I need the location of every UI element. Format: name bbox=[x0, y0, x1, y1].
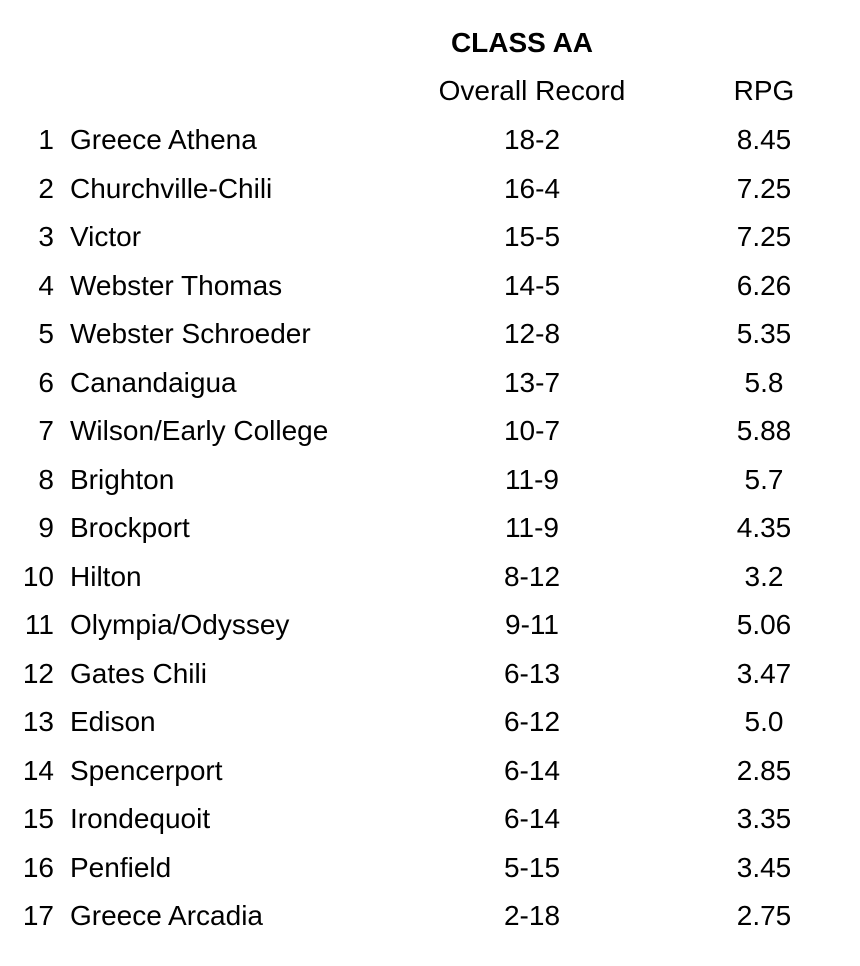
team-name-cell: Olympia/Odyssey bbox=[70, 609, 290, 640]
record-cell: 15-5 bbox=[503, 221, 561, 252]
table-row bbox=[0, 169, 860, 218]
record-cell: 10-7 bbox=[503, 415, 561, 446]
record-cell: 8-12 bbox=[503, 560, 561, 592]
rank-cell: 14 bbox=[22, 754, 54, 786]
team-name-cell: Greece Arcadia bbox=[70, 900, 263, 931]
rank-cell: 13 bbox=[22, 706, 54, 737]
record-cell: 11-9 bbox=[505, 463, 559, 495]
team-name-cell: Brighton bbox=[70, 463, 175, 495]
rank-cell: 4 bbox=[38, 269, 54, 301]
table-row bbox=[0, 605, 860, 654]
table-row bbox=[0, 363, 860, 412]
team-name-cell: Brockport bbox=[70, 512, 190, 543]
rank-cell: 17 bbox=[22, 900, 54, 931]
rpg-cell: 7.25 bbox=[736, 172, 792, 204]
rank-cell: 8 bbox=[38, 463, 54, 495]
team-name-cell: Greece Athena bbox=[70, 124, 257, 155]
header-rpg: RPG bbox=[733, 75, 795, 106]
record-cell: 14-5 bbox=[503, 269, 561, 301]
rank-cell: 9 bbox=[38, 512, 54, 543]
rank-cell: 3 bbox=[38, 221, 54, 252]
rpg-cell: 5.0 bbox=[744, 706, 784, 737]
rpg-cell: 2.75 bbox=[736, 900, 792, 931]
rpg-cell: 5.8 bbox=[744, 366, 784, 398]
table-row bbox=[0, 654, 860, 703]
rpg-cell: 5.35 bbox=[736, 318, 792, 349]
record-cell: 18-2 bbox=[503, 124, 561, 155]
rank-cell: 7 bbox=[38, 415, 54, 446]
table-row bbox=[0, 751, 860, 800]
team-name-cell: Hilton bbox=[70, 560, 142, 592]
rpg-cell: 4.35 bbox=[736, 512, 792, 543]
rpg-cell: 3.45 bbox=[736, 851, 792, 883]
rank-cell: 5 bbox=[38, 318, 54, 349]
team-name-cell: Canandaigua bbox=[70, 366, 237, 398]
table-row bbox=[0, 411, 860, 460]
rank-cell: 15 bbox=[22, 803, 54, 834]
rank-cell: 1 bbox=[38, 124, 54, 155]
record-cell: 6-14 bbox=[503, 754, 561, 786]
rank-cell: 2 bbox=[38, 172, 54, 204]
table-row bbox=[0, 848, 860, 897]
team-name-cell: Edison bbox=[70, 706, 156, 737]
record-cell: 6-13 bbox=[503, 657, 561, 689]
header-overall-record: Overall Record bbox=[438, 75, 626, 106]
record-cell: 6-12 bbox=[503, 706, 561, 737]
rpg-cell: 6.26 bbox=[736, 269, 792, 301]
rpg-cell: 3.35 bbox=[736, 803, 792, 834]
table-row bbox=[0, 702, 860, 751]
record-cell: 9-11 bbox=[505, 609, 559, 640]
record-cell: 16-4 bbox=[503, 172, 561, 204]
table-row bbox=[0, 460, 860, 509]
record-cell: 2-18 bbox=[503, 900, 561, 931]
table-row bbox=[0, 508, 860, 557]
record-cell: 6-14 bbox=[503, 803, 561, 834]
team-name-cell: Irondequoit bbox=[70, 803, 211, 834]
team-name-cell: Victor bbox=[70, 221, 142, 252]
rpg-cell: 7.25 bbox=[736, 221, 792, 252]
table-row bbox=[0, 799, 860, 848]
rpg-cell: 3.2 bbox=[744, 560, 784, 592]
rank-cell: 6 bbox=[38, 366, 54, 398]
team-name-cell: Webster Schroeder bbox=[70, 318, 311, 349]
team-name-cell: Wilson/Early College bbox=[70, 415, 329, 446]
rpg-cell: 2.85 bbox=[736, 754, 792, 786]
rpg-cell: 8.45 bbox=[736, 124, 792, 155]
rank-cell: 16 bbox=[22, 851, 54, 883]
team-name-cell: Spencerport bbox=[70, 754, 223, 786]
standings-table bbox=[0, 120, 860, 945]
record-cell: 12-8 bbox=[503, 318, 561, 349]
table-row bbox=[0, 266, 860, 315]
record-cell: 5-15 bbox=[503, 851, 561, 883]
record-cell: 11-9 bbox=[505, 512, 559, 543]
table-row bbox=[0, 217, 860, 266]
table-row bbox=[0, 896, 860, 945]
table-row bbox=[0, 557, 860, 606]
team-name-cell: Gates Chili bbox=[70, 657, 207, 689]
table-row bbox=[0, 314, 860, 363]
rpg-cell: 3.47 bbox=[736, 657, 792, 689]
rank-cell: 11 bbox=[24, 609, 54, 640]
team-name-cell: Penfield bbox=[70, 851, 172, 883]
team-name-cell: Churchville-Chili bbox=[70, 172, 273, 204]
rank-cell: 12 bbox=[22, 657, 54, 689]
record-cell: 13-7 bbox=[503, 366, 561, 398]
team-name-cell: Webster Thomas bbox=[70, 269, 283, 301]
rpg-cell: 5.88 bbox=[736, 415, 792, 446]
rank-cell: 10 bbox=[22, 560, 54, 592]
table-row bbox=[0, 120, 860, 169]
rpg-cell: 5.7 bbox=[744, 463, 784, 495]
rpg-cell: 5.06 bbox=[736, 609, 792, 640]
table-title: CLASS AA bbox=[450, 27, 594, 58]
